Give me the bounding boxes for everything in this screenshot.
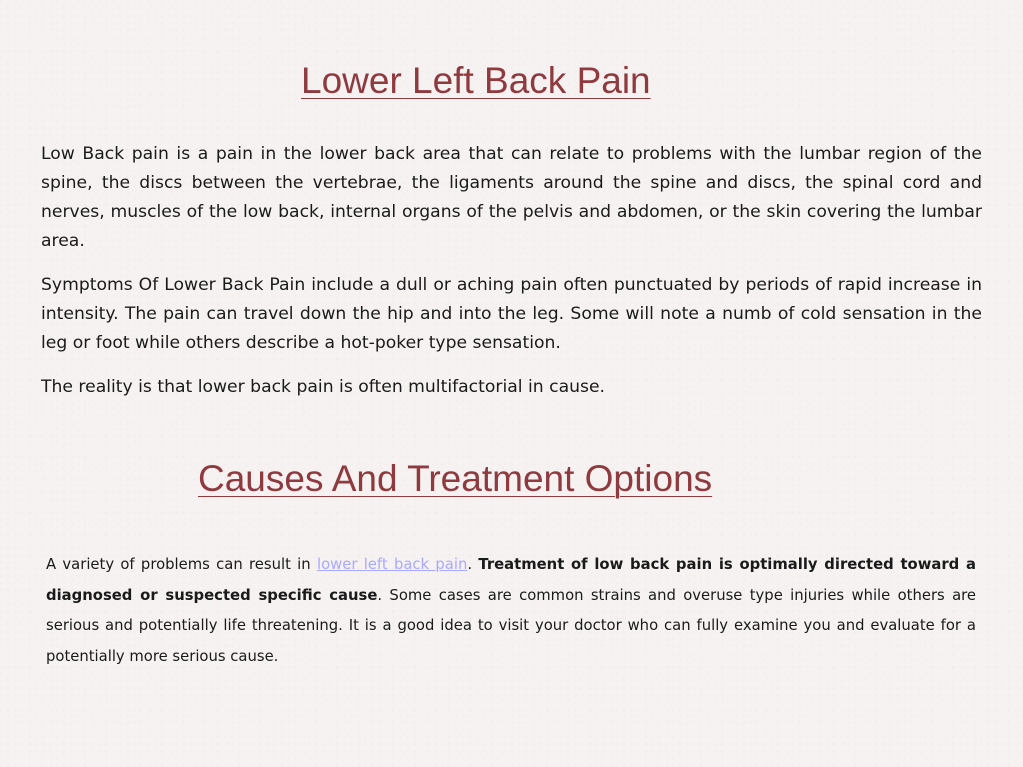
treatment-bold-text: Treatment of low back pain is optimally directed toward a diagnosed or suspected specific cause [46, 556, 976, 604]
section-title: Causes And Treatment Options [198, 458, 713, 499]
paragraph-reality: The reality is that lower back pain is often multifactorial in cause. [41, 377, 605, 397]
lower-left-back-pain-link[interactable]: lower left back pain [316, 556, 468, 573]
page-title: Lower Left Back Pain [301, 60, 651, 101]
paragraph-causes [46, 550, 976, 672]
intro-text-block [41, 140, 982, 417]
paragraph-symptoms: Symptoms Of Lower Back Pain include a dull or aching pain often punctuated by periods of rapid increase in intensity. The pain can travel down the hip and into the leg. Some will note a numb of cold sensation in the leg or foot while others describe a hot-poker type sensation. [41, 275, 982, 353]
causes-text-block [46, 550, 976, 672]
causes-rest-text: . Some cases are common strains and overuse type injuries while others are serious and potentially life threatening. It is a good idea to visit your doctor who can fully examine you and evaluate for a potentially more serious cause. [46, 586, 977, 665]
causes-intro-text: A variety of problems can result in [46, 556, 317, 573]
paragraph-definition: Low Back pain is a pain in the lower back area that can relate to problems with the lumbar region of the spine, the discs between the vertebrae, the ligaments around the spine and discs, the spinal cord and nerves, muscles of the low back, internal organs of the pelvis and abdomen, or the skin covering the lumbar area. [41, 144, 982, 251]
period-text: . [467, 556, 479, 573]
